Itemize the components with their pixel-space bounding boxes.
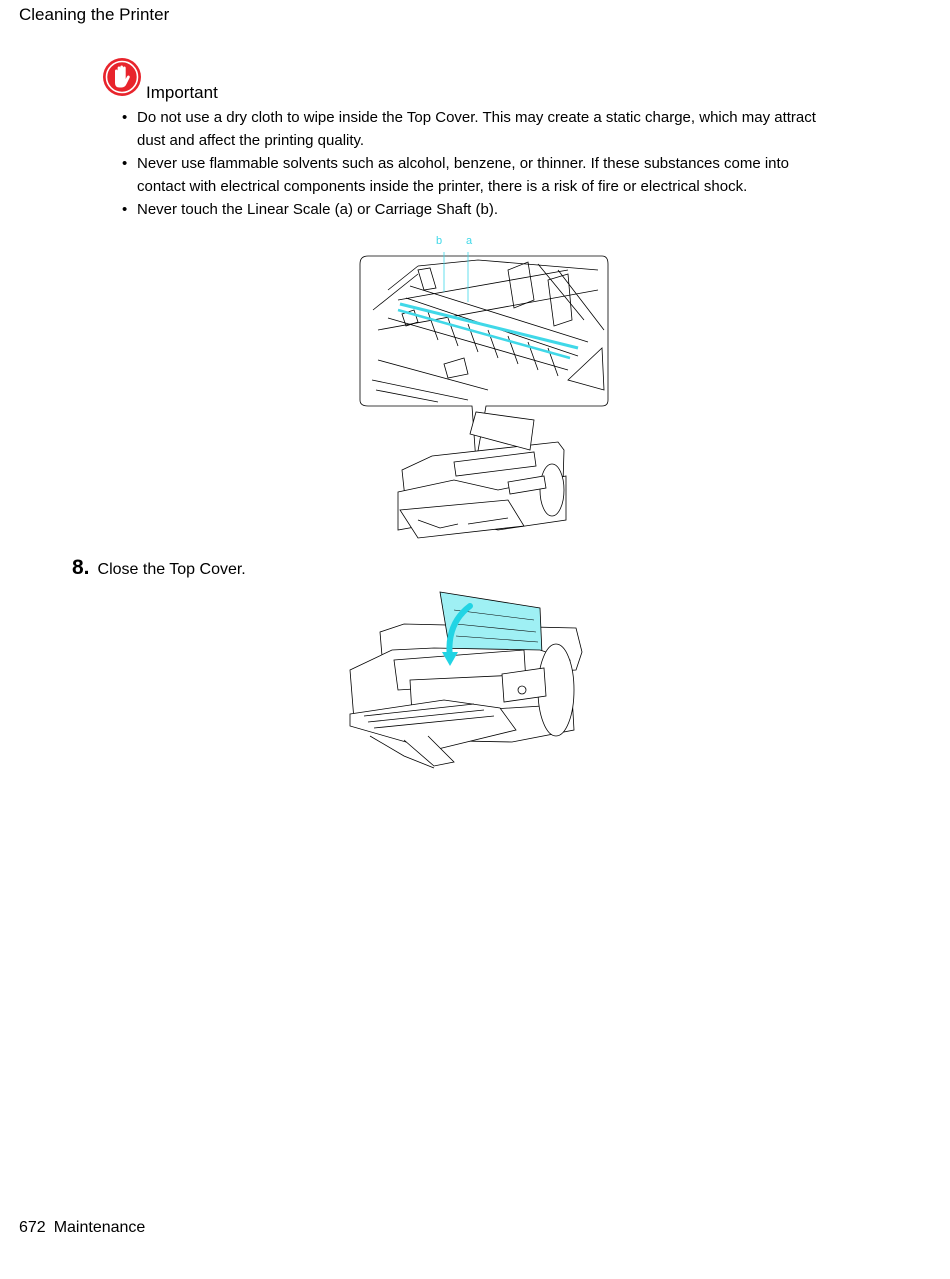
- list-item-text: Never touch the Linear Scale (a) or Carriage Shaft (b).: [137, 201, 499, 218]
- label-b: b: [436, 235, 443, 247]
- list-item: [120, 107, 840, 152]
- label-a: a: [466, 235, 473, 247]
- important-list: [120, 107, 840, 223]
- list-item: [120, 153, 840, 198]
- linear-scale-illustration: [358, 230, 612, 540]
- step-text: Close the Top Cover.: [97, 561, 246, 578]
- list-item-text: Never use flammable solvents such as alcohol, benzene, or thinner. If these substances come into contact with electrical components inside the printer, there is a risk of fire or electrical shock.: [137, 155, 790, 195]
- bullet-icon: •: [122, 155, 128, 172]
- page-number: 672: [19, 1219, 46, 1236]
- printer-drawing: [398, 412, 566, 538]
- footer-section: Maintenance: [53, 1219, 146, 1236]
- page-footer: [19, 1218, 145, 1238]
- close-top-cover-illustration: [344, 590, 586, 772]
- list-item: [120, 199, 840, 222]
- page-header: Cleaning the Printer: [19, 5, 170, 24]
- stop-hand-icon: [102, 57, 142, 97]
- step-number: 8.: [72, 556, 90, 579]
- list-item-text: Do not use a dry cloth to wipe inside the Top Cover. This may create a static charge, which may attract dust and affect the printing quality.: [137, 109, 816, 149]
- bullet-icon: •: [122, 201, 128, 218]
- important-title: Important: [146, 83, 218, 102]
- step-8: [72, 556, 246, 582]
- bullet-icon: •: [122, 109, 128, 126]
